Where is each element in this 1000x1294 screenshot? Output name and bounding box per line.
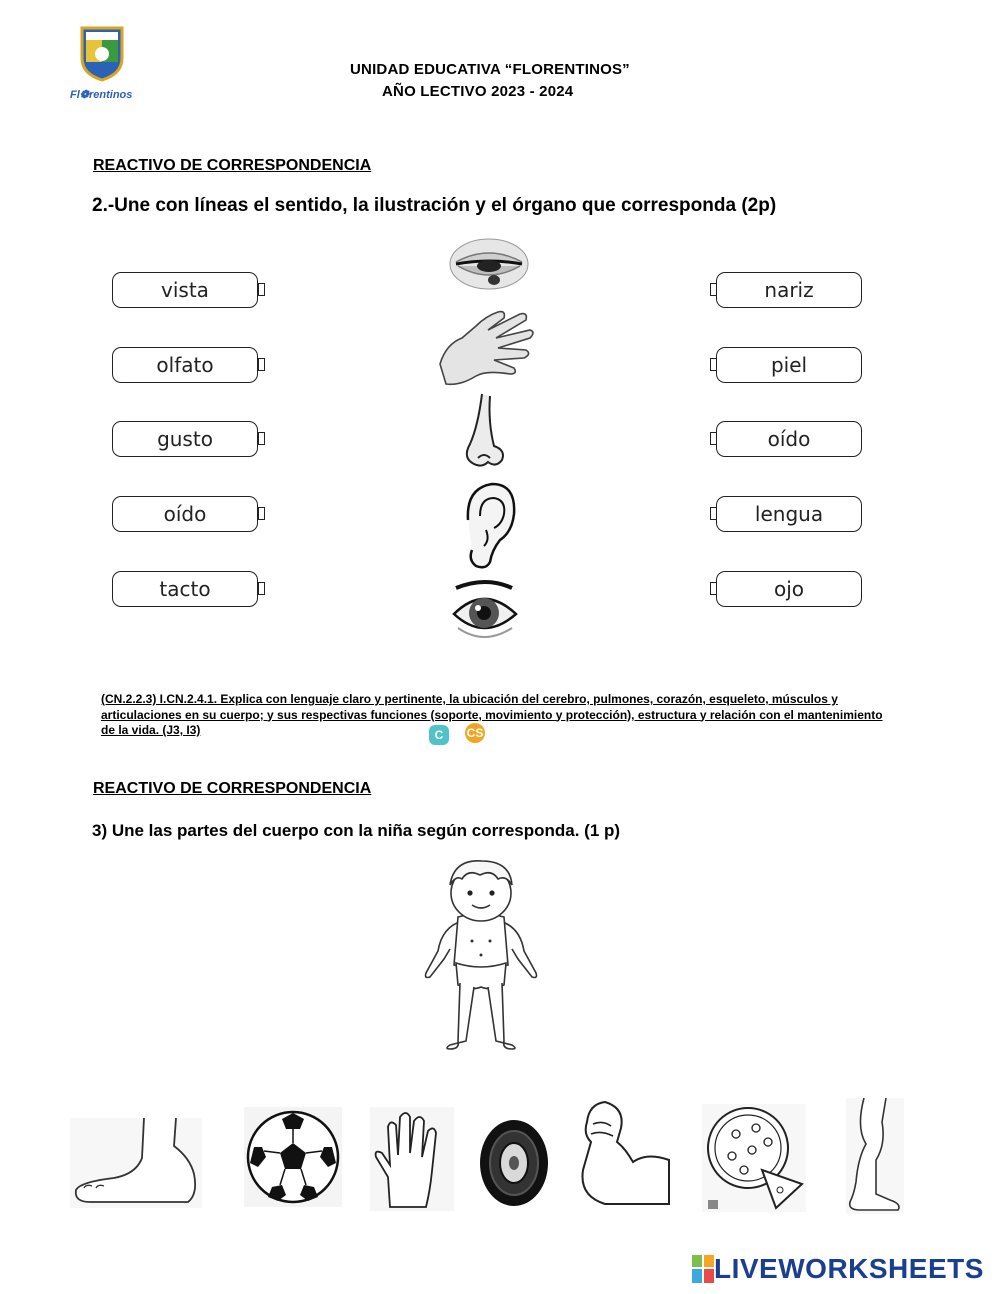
school-year: AÑO LECTIVO 2023 - 2024 xyxy=(382,83,574,100)
svg-text:Fl❁rentinos: Fl❁rentinos xyxy=(70,89,133,101)
sense-label[interactable]: olfato xyxy=(112,347,258,383)
pizza-icon[interactable] xyxy=(702,1104,806,1212)
sense-connector[interactable] xyxy=(258,507,265,520)
section1-title: REACTIVO DE CORRESPONDENCIA xyxy=(93,157,372,174)
brand-text: LIVEWORKSHEETS xyxy=(714,1253,984,1284)
criteria-text: (CN.2.2.3) I.CN.2.4.1. Explica con lenguaje claro y pertinente, la ubicación del cerebro, pulmones, corazón, esqueleto, músculos y articulaciones en su cuerpo; y sus respectivas funciones (soporte, movimiento y protección), estructura y relación con el mantenimiento de la vida. (J3, I3) xyxy=(101,692,883,737)
organ-connector[interactable] xyxy=(710,582,717,595)
tire-icon[interactable] xyxy=(478,1118,550,1208)
organ-label[interactable]: piel xyxy=(716,347,862,383)
hand-palm-icon[interactable] xyxy=(370,1107,454,1211)
organ-label[interactable]: oído xyxy=(716,421,862,457)
organ-connector[interactable] xyxy=(710,507,717,520)
sense-label[interactable]: oído xyxy=(112,496,258,532)
school-name: UNIDAD EDUCATIVA “FLORENTINOS” xyxy=(350,61,630,78)
ear-icon[interactable] xyxy=(460,480,518,572)
soccer-ball-icon[interactable] xyxy=(244,1107,342,1207)
leg-icon[interactable] xyxy=(846,1098,904,1214)
nose-icon[interactable] xyxy=(460,392,508,470)
section1-instruction: 2.-Une con líneas el sentido, la ilustración y el órgano que corresponda (2p) xyxy=(92,195,777,216)
hand-icon[interactable] xyxy=(436,304,538,388)
sense-connector[interactable] xyxy=(258,432,265,445)
sense-connector[interactable] xyxy=(258,283,265,296)
sense-connector[interactable] xyxy=(258,582,265,595)
badge-cs: CS xyxy=(465,723,485,743)
organ-connector[interactable] xyxy=(710,358,717,371)
brand-logo-icon xyxy=(692,1255,714,1283)
eye-icon[interactable] xyxy=(450,578,520,648)
organ-label[interactable]: nariz xyxy=(716,272,862,308)
assessment-criteria xyxy=(101,692,891,739)
mouth-icon[interactable] xyxy=(448,236,530,292)
section2-title: REACTIVO DE CORRESPONDENCIA xyxy=(93,780,372,797)
sense-label[interactable]: vista xyxy=(112,272,258,308)
sense-label[interactable]: tacto xyxy=(112,571,258,607)
foot-icon[interactable] xyxy=(70,1118,202,1208)
organ-connector[interactable] xyxy=(710,432,717,445)
organ-connector[interactable] xyxy=(710,283,717,296)
child-figure-icon xyxy=(420,855,542,1055)
arm-icon[interactable] xyxy=(575,1100,673,1208)
sense-label[interactable]: gusto xyxy=(112,421,258,457)
school-logo xyxy=(66,24,138,104)
section2-instruction: 3) Une las partes del cuerpo con la niña según corresponda. (1 p) xyxy=(92,821,621,840)
sense-connector[interactable] xyxy=(258,358,265,371)
liveworksheets-brand xyxy=(692,1253,984,1285)
organ-label[interactable]: lengua xyxy=(716,496,862,532)
badge-c: C xyxy=(429,725,449,745)
organ-label[interactable]: ojo xyxy=(716,571,862,607)
